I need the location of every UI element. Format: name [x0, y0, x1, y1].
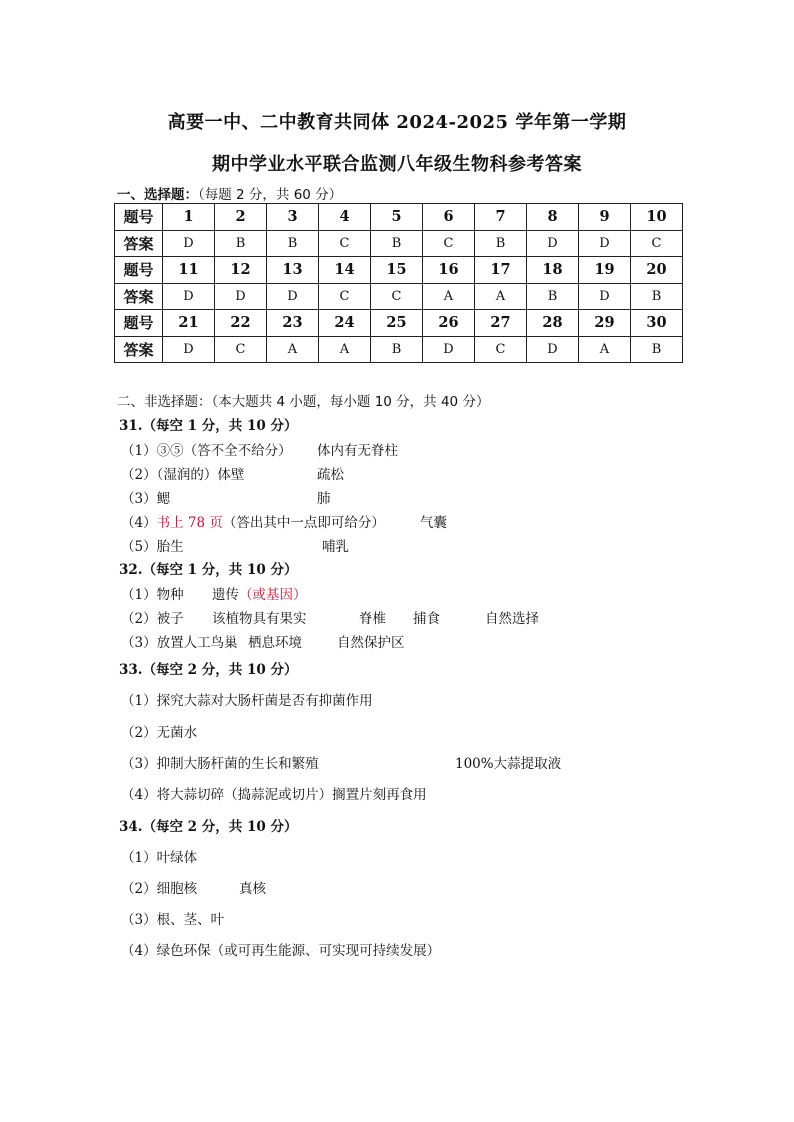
q34-line-3: （3）根、茎、叶 — [121, 912, 225, 928]
question-number-label: 题号 — [115, 257, 163, 284]
question-number-cell: 15 — [371, 257, 423, 284]
section-2-note: （本大题共 4 小题，每小题 10 分，共 40 分） — [211, 394, 490, 410]
question-number-cell: 2 — [215, 204, 267, 231]
q33-line-2: （2）无菌水 — [121, 725, 198, 741]
question-number-cell: 5 — [371, 204, 423, 231]
answer-cell: B — [475, 230, 527, 257]
answer-cell: D — [215, 283, 267, 310]
question-number-cell: 17 — [475, 257, 527, 284]
q31-line-4 — [121, 511, 447, 531]
question-number-cell: 21 — [163, 310, 215, 337]
question-number-row — [115, 204, 683, 231]
question-number-cell: 12 — [215, 257, 267, 284]
answer-row — [115, 283, 683, 310]
answer-row — [115, 230, 683, 257]
section-2-label: 二、非选择题： — [117, 394, 212, 410]
section-1-note: （每题 2 分，共 60 分） — [198, 187, 343, 203]
answer-cell: A — [579, 336, 631, 363]
answer-cell: B — [527, 283, 579, 310]
question-number-label: 题号 — [115, 310, 163, 337]
q34-2-a: （2）细胞核 — [121, 881, 198, 897]
title-line-1: 高要一中、二中教育共同体 2024-2025 学年第一学期 — [167, 112, 627, 133]
answer-cell: B — [631, 283, 683, 310]
q31-2-a: （2）（湿润的）体壁 — [121, 467, 245, 483]
q34-line-2 — [121, 877, 266, 897]
question-number-cell: 9 — [579, 204, 631, 231]
q31-line-5 — [121, 535, 349, 555]
q31-heading: 31.（每空 1 分，共 10 分） — [119, 418, 298, 434]
q32-line-1 — [121, 583, 307, 603]
question-number-cell: 24 — [319, 310, 371, 337]
answer-table — [114, 203, 683, 363]
question-number-row — [115, 257, 683, 284]
q32-2-e: 自然选择 — [485, 611, 539, 627]
question-number-cell: 11 — [163, 257, 215, 284]
q31-4-red: 书上 78 页 — [156, 515, 223, 531]
q32-2-a: （2）被子 — [121, 611, 184, 627]
question-number-cell: 29 — [579, 310, 631, 337]
q34-line-1: （1）叶绿体 — [121, 850, 198, 866]
answer-cell: C — [475, 336, 527, 363]
answer-cell: D — [163, 336, 215, 363]
q32-1-red: （或基因） — [239, 587, 307, 603]
question-number-row — [115, 310, 683, 337]
answer-cell: C — [631, 230, 683, 257]
q31-3-a: （3）鳃 — [121, 491, 171, 507]
question-number-cell: 20 — [631, 257, 683, 284]
q34-2-b: 真核 — [239, 881, 266, 897]
q32-line-2 — [121, 607, 539, 627]
q34-line-4: （4）绿色环保（或可再生能源、可实现可持续发展） — [121, 943, 441, 959]
answer-label: 答案 — [115, 283, 163, 310]
question-number-cell: 22 — [215, 310, 267, 337]
question-number-cell: 23 — [267, 310, 319, 337]
answer-cell: A — [475, 283, 527, 310]
answer-row — [115, 336, 683, 363]
q32-2-c: 脊椎 — [359, 611, 386, 627]
answer-cell: A — [319, 336, 371, 363]
q33-line-1: （1）探究大蒜对大肠杆菌是否有抑菌作用 — [121, 693, 373, 709]
answer-cell: B — [371, 230, 423, 257]
section-1-label: 一、选择题： — [117, 187, 198, 203]
q31-1-a: （1）③⑤（答不全不给分） — [121, 443, 292, 459]
q31-4-b: 气囊 — [419, 515, 447, 531]
q34-heading: 34.（每空 2 分，共 10 分） — [119, 819, 298, 835]
q31-line-2 — [121, 463, 344, 483]
answer-cell: D — [267, 283, 319, 310]
answer-cell: B — [371, 336, 423, 363]
q31-5-b: 哺乳 — [322, 539, 349, 555]
question-number-cell: 18 — [527, 257, 579, 284]
section-2-heading — [117, 390, 489, 410]
answer-cell: B — [631, 336, 683, 363]
q31-2-b: 疏松 — [317, 467, 344, 483]
q31-4-a: （答出其中一点即可给分） — [222, 515, 385, 531]
question-number-cell: 1 — [163, 204, 215, 231]
question-number-cell: 8 — [527, 204, 579, 231]
question-number-cell: 26 — [423, 310, 475, 337]
q31-1-b: 体内有无脊柱 — [317, 443, 398, 459]
question-number-cell: 4 — [319, 204, 371, 231]
question-number-cell: 19 — [579, 257, 631, 284]
question-number-cell: 16 — [423, 257, 475, 284]
title-line-2: 期中学业水平联合监测八年级生物科参考答案 — [212, 154, 582, 175]
answer-label: 答案 — [115, 336, 163, 363]
q32-3-a: （3）放置人工鸟巢 — [121, 635, 238, 651]
q31-5-a: （5）胎生 — [121, 539, 184, 555]
answer-cell: D — [163, 230, 215, 257]
q32-1-b: 遗传 — [212, 587, 239, 603]
q32-2-d: 捕食 — [413, 611, 440, 627]
question-number-cell: 28 — [527, 310, 579, 337]
q33-heading: 33.（每空 2 分，共 10 分） — [119, 662, 298, 678]
question-number-cell: 30 — [631, 310, 683, 337]
q32-1-a: （1）物种 — [121, 587, 184, 603]
q33-3-a: （3）抑制大肠杆菌的生长和繁殖 — [121, 756, 319, 772]
answer-cell: D — [163, 283, 215, 310]
answer-cell: B — [267, 230, 319, 257]
q32-3-c: 自然保护区 — [337, 635, 405, 651]
question-number-cell: 6 — [423, 204, 475, 231]
q32-3-b: 栖息环境 — [248, 635, 302, 651]
section-1-heading — [117, 183, 342, 203]
question-number-cell: 10 — [631, 204, 683, 231]
q33-line-4: （4）将大蒜切碎（捣蒜泥或切片）搁置片刻再食用 — [121, 787, 427, 803]
answer-cell: A — [267, 336, 319, 363]
q33-3-b: 100%大蒜提取液 — [455, 756, 562, 772]
q32-2-b: 该植物具有果实 — [212, 611, 307, 627]
answer-cell: C — [215, 336, 267, 363]
question-number-cell: 3 — [267, 204, 319, 231]
answer-cell: C — [319, 230, 371, 257]
q31-4-pre: （4） — [121, 515, 157, 531]
answer-cell: C — [371, 283, 423, 310]
answer-cell: D — [527, 230, 579, 257]
question-number-cell: 14 — [319, 257, 371, 284]
q31-line-1 — [121, 439, 398, 459]
question-number-cell: 13 — [267, 257, 319, 284]
q31-line-3 — [121, 487, 331, 507]
answer-cell: D — [423, 336, 475, 363]
q32-heading: 32.（每空 1 分，共 10 分） — [119, 562, 298, 578]
question-number-label: 题号 — [115, 204, 163, 231]
answer-cell: D — [579, 283, 631, 310]
question-number-cell: 7 — [475, 204, 527, 231]
answer-cell: D — [527, 336, 579, 363]
answer-cell: B — [215, 230, 267, 257]
q32-line-3 — [121, 631, 405, 651]
answer-cell: C — [423, 230, 475, 257]
question-number-cell: 27 — [475, 310, 527, 337]
answer-cell: D — [579, 230, 631, 257]
q33-line-3 — [121, 752, 561, 772]
answer-label: 答案 — [115, 230, 163, 257]
q31-3-b: 肺 — [317, 491, 331, 507]
answer-cell: A — [423, 283, 475, 310]
answer-cell: C — [319, 283, 371, 310]
question-number-cell: 25 — [371, 310, 423, 337]
